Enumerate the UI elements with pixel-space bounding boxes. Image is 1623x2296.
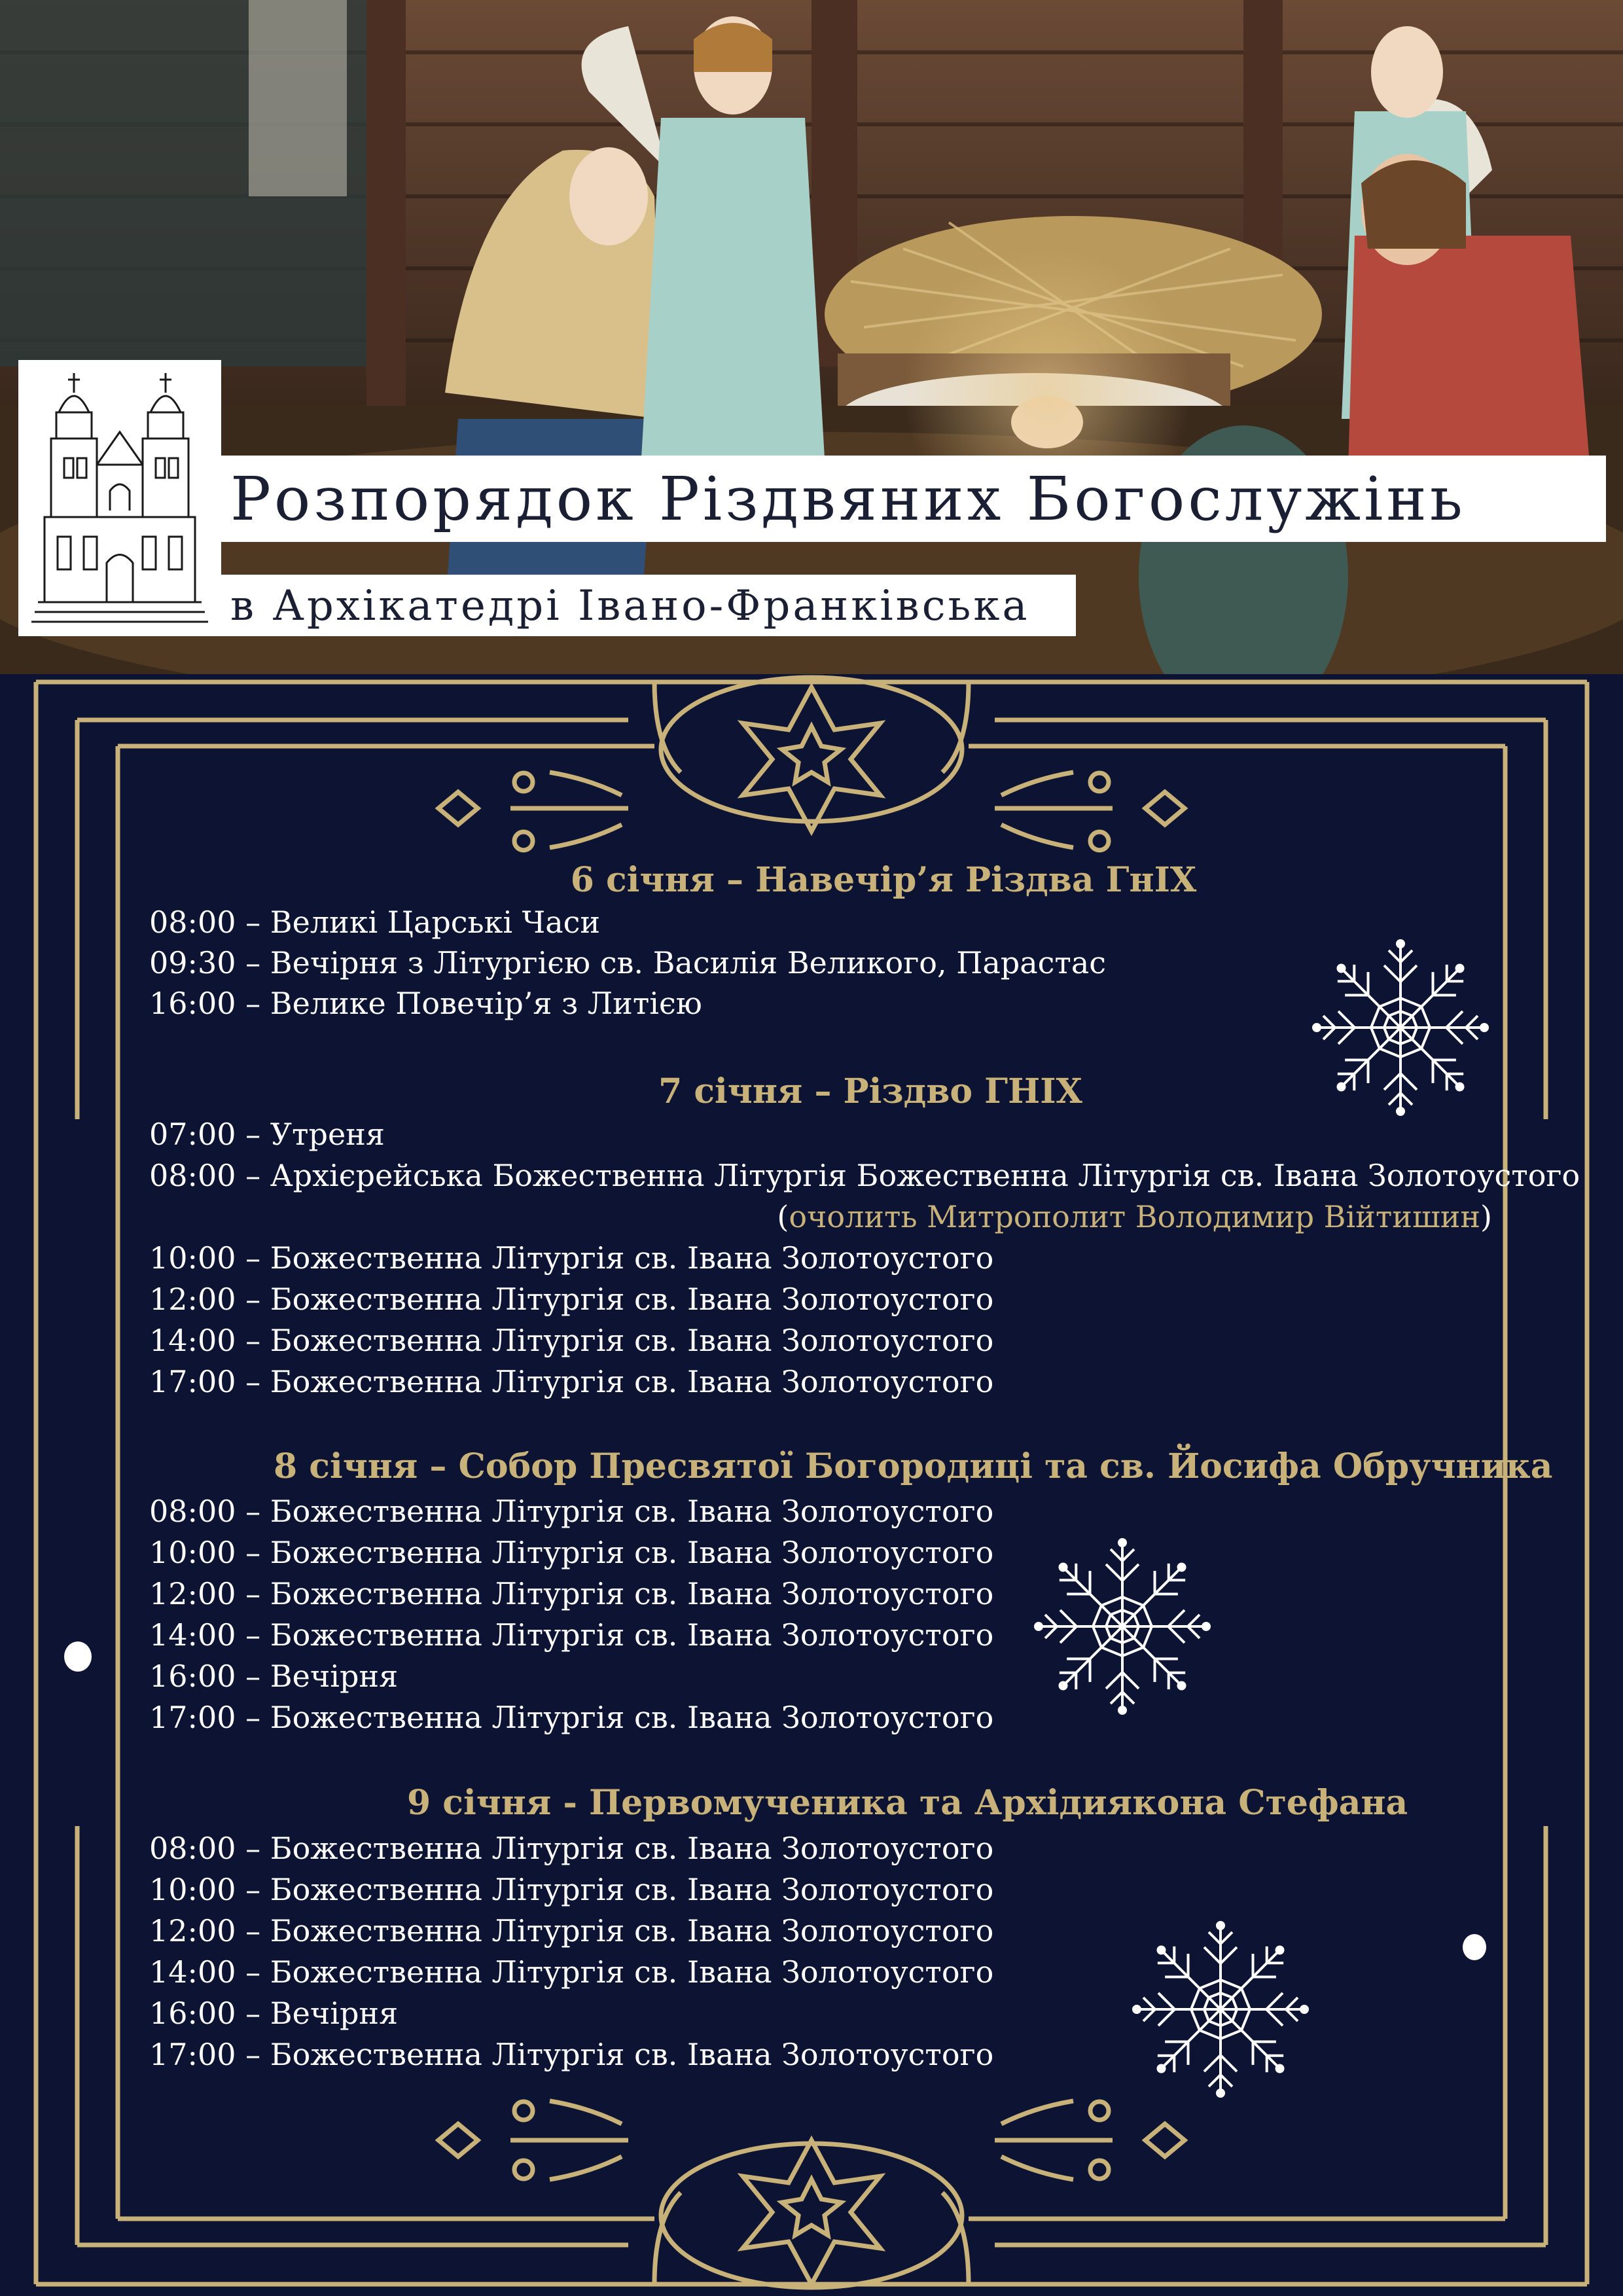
schedule-item: 12:00 – Божественна Літургія св. Івана Золотоустого xyxy=(149,1913,994,1948)
cathedral-icon xyxy=(18,360,221,636)
schedule-item: 10:00 – Божественна Літургія св. Івана Золотоустого xyxy=(149,1240,994,1276)
snowflake-icon xyxy=(1129,1918,1312,2101)
title-banner xyxy=(220,456,1606,542)
celebrant-name: очолить Митрополит Володимир Війтишин xyxy=(789,1199,1481,1234)
cathedral-logo xyxy=(18,360,221,636)
nativity-scene-illustration xyxy=(0,0,1623,674)
schedule-item: 07:00 – Утреня xyxy=(149,1117,385,1152)
snowflake-icon xyxy=(1031,1535,1214,1718)
schedule-item: 10:00 – Божественна Літургія св. Івана Золотоустого xyxy=(149,1872,994,1907)
schedule-item: 17:00 – Божественна Літургія св. Івана Золотоустого xyxy=(149,2037,994,2072)
note-paren-open: ( xyxy=(777,1199,789,1234)
day-title-jan8: 8 січня – Собор Пресвятої Богородиці та св. Йосифа Обручника xyxy=(274,1446,1553,1486)
subtitle-banner xyxy=(220,575,1076,636)
day-title-jan9: 9 січня - Первомученика та Архідиякона Стефана xyxy=(407,1783,1408,1823)
schedule-item: 14:00 – Божественна Літургія св. Івана Золотоустого xyxy=(149,1323,994,1358)
snow-dot xyxy=(64,1641,92,1672)
schedule-item: 08:00 – Архієрейська Божественна Літургія Божественна Літургія св. Івана Золотоустого xyxy=(149,1158,1580,1193)
schedule-item: 08:00 – Великі Царські Часи xyxy=(149,905,601,940)
schedule-item: 17:00 – Божественна Літургія св. Івана Золотоустого xyxy=(149,1700,994,1735)
note-paren-close: ) xyxy=(1480,1199,1492,1234)
schedule-item: 14:00 – Божественна Літургія св. Івана Золотоустого xyxy=(149,1954,994,1990)
schedule-item: 08:00 – Божественна Літургія св. Івана Золотоустого xyxy=(149,1831,994,1866)
nativity-photo xyxy=(0,0,1623,674)
schedule-item: 10:00 – Божественна Літургія св. Івана Золотоустого xyxy=(149,1535,994,1570)
day-title-jan6: 6 січня – Навечір’я Різдва ГнІХ xyxy=(570,860,1197,900)
schedule-item: 08:00 – Божественна Літургія св. Івана Золотоустого xyxy=(149,1494,994,1529)
schedule-item: 12:00 – Божественна Літургія св. Івана Золотоустого xyxy=(149,1576,994,1611)
schedule-item: 17:00 – Божественна Літургія св. Івана Золотоустого xyxy=(149,1364,994,1399)
schedule-item: 12:00 – Божественна Літургія св. Івана Золотоустого xyxy=(149,1282,994,1317)
snow-dot xyxy=(1463,1934,1486,1960)
schedule-item: 16:00 – Вечірня xyxy=(149,1659,399,1694)
celebrant-note xyxy=(777,1196,1492,1237)
schedule-item: 16:00 – Велике Повечір’я з Литією xyxy=(149,986,702,1021)
schedule-item: 16:00 – Вечірня xyxy=(149,1996,399,2031)
page-title: Розпорядок Різдвяних Богослужінь xyxy=(230,464,1466,534)
schedule-item: 09:30 – Вечірня з Літургією св. Василія Великого, Парастас xyxy=(149,945,1107,980)
day-title-jan7: 7 січня – Різдво ГНІХ xyxy=(658,1071,1082,1111)
schedule-item: 14:00 – Божественна Літургія св. Івана Золотоустого xyxy=(149,1617,994,1653)
page-subtitle: в Архікатедрі Івано-Франківська xyxy=(230,582,1030,630)
